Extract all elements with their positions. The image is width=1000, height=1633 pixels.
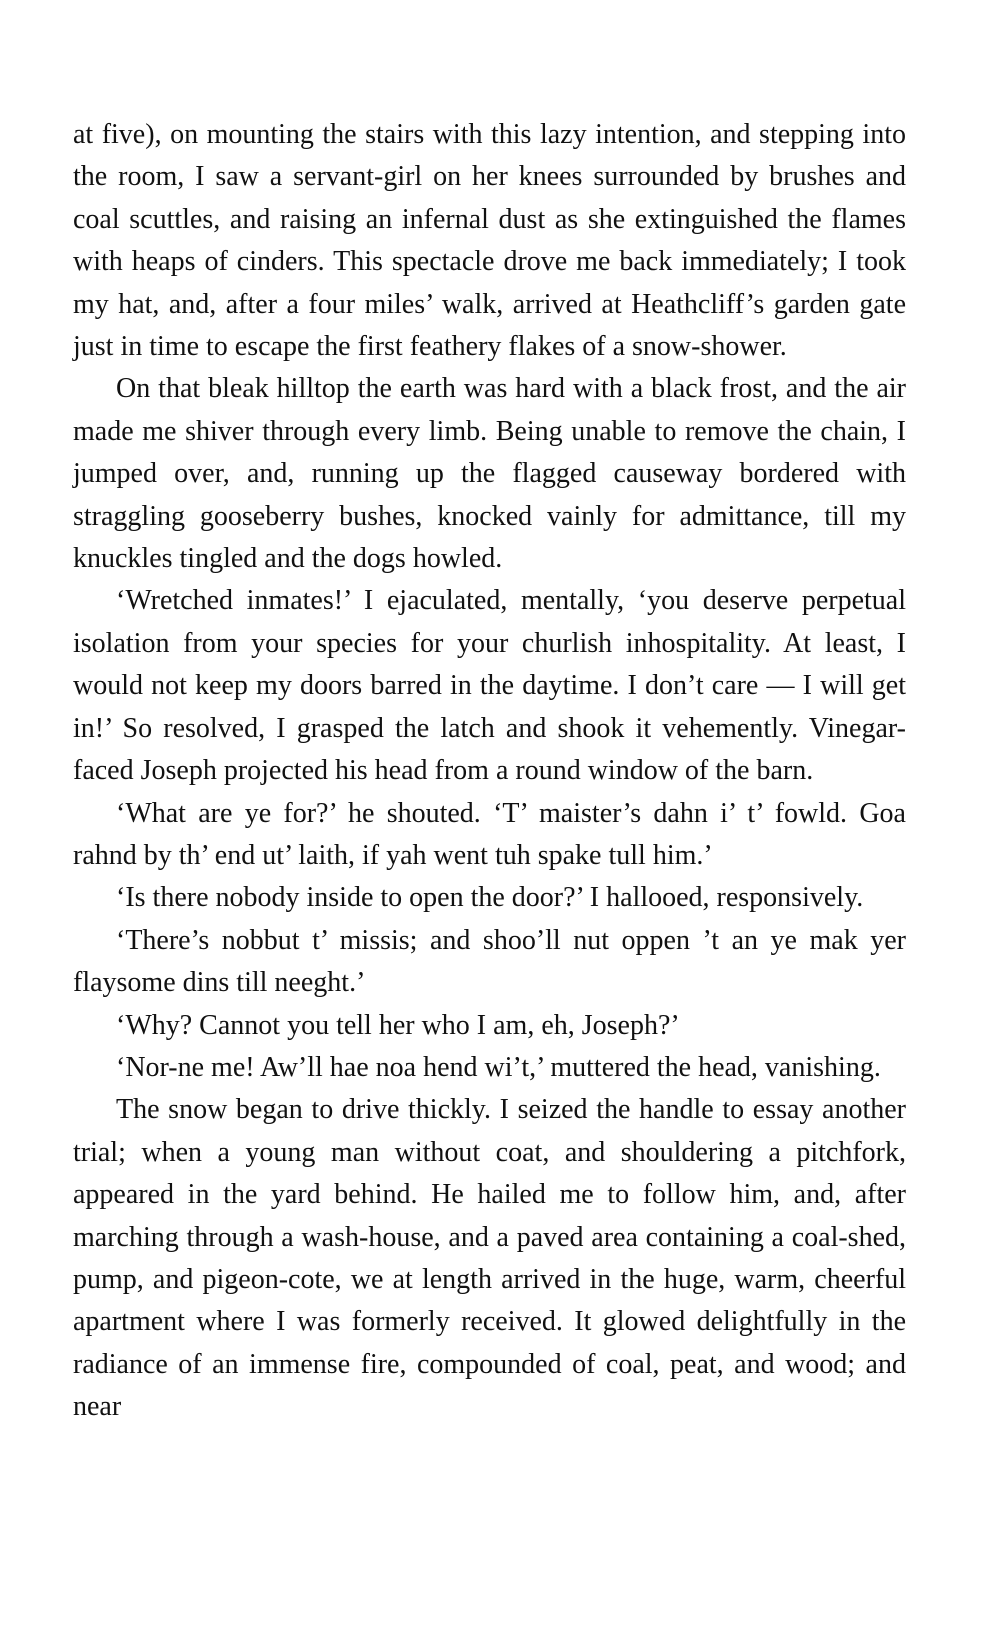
book-page-body	[73, 114, 906, 1429]
paragraph-7: ‘Why? Cannot you tell her who I am, eh, Joseph?’	[116, 1009, 680, 1041]
paragraph-8: ‘Nor-ne me! Aw’ll hae noa hend wi’t,’ muttered the head, vanishing.	[116, 1051, 881, 1083]
paragraph-1: at five), on mounting the stairs with this lazy intention, and stepping into the room, I saw a servant-girl on her knees surrounded by brushes and coal scuttles, and raising an infernal dust as she extinguished the flames with heaps of cinders. This spectacle drove me back immediately; I took my hat, and, after a four miles’ walk, arrived at Heathcliff’s garden gate just in time to escape the first feathery flakes of a snow-shower.	[73, 119, 906, 363]
paragraph-6: ‘There’s nobbut t’ missis; and shoo’ll nut oppen ’t an ye mak yer flaysome dins till neeght.’	[73, 924, 906, 999]
paragraph-4: ‘What are ye for?’ he shouted. ‘T’ maister’s dahn i’ t’ fowld. Goa rahnd by th’ end ut’ laith, if yah went tuh spake tull him.’	[73, 797, 906, 871]
paragraph-5: ‘Is there nobody inside to open the door?’ I hallooed, responsively.	[116, 882, 864, 914]
paragraph-2: On that bleak hilltop the earth was hard with a black frost, and the air made me shiver through every limb. Being unable to remove the chain, I jumped over, and, running up the flagged causeway bordered with straggling gooseberry bushes, knocked vainly for admittance, till my knuckles tingled and the dogs howled.	[73, 373, 906, 575]
paragraph-3: ‘Wretched inmates!’ I ejaculated, mentally, ‘you deserve perpetual isolation from your species for your churlish inhospitality. At least, I would not keep my doors barred in the daytime. I don’t care — I will get in!’ So resolved, I grasped the latch and shook it vehemently. Vinegar-faced Joseph projected his head from a round window of the barn.	[73, 585, 906, 787]
paragraph-9: The snow began to drive thickly. I seized the handle to essay another trial; when a young man without coat, and shouldering a pitchfork, appeared in the yard behind. He hailed me to follow him, and, after marching through a wash-house, and a paved area containing a coal-shed, pump, and pigeon-cote, we at length arrived in the huge, warm, cheerful apartment where I was formerly received. It glowed delightfully in the radiance of an immense fire, compounded of coal, peat, and wood; and near	[73, 1094, 906, 1423]
